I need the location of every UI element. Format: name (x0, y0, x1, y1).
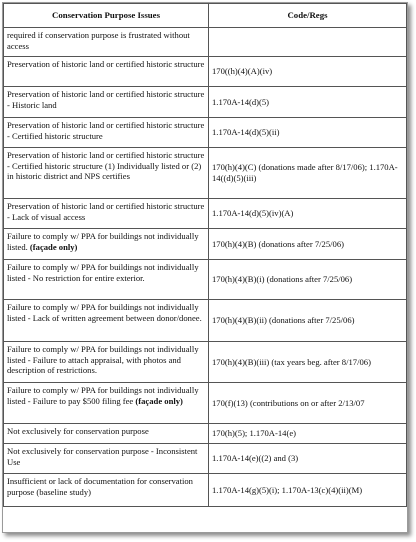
issue-cell (4, 199, 209, 229)
issue-text: Preservation of historic land or certified historic structure - Historic land (7, 89, 205, 110)
issue-bold-note: (façade only) (135, 395, 183, 406)
code-cell: 170(h)(4)(B)(ii) (donations after 7/25/06) (209, 300, 407, 342)
conservation-purpose-table (3, 3, 407, 507)
issue-text: Failure to comply w/ PPA for buildings not individually listed - Failure to pay $500 filing fee (7, 385, 199, 406)
table-row (4, 474, 407, 507)
code-cell: 170(h)(4)(B)(i) (donations after 7/25/06) (209, 260, 407, 300)
issue-cell (4, 28, 209, 57)
table-row (4, 28, 407, 57)
issue-text: Insufficient or lack of documentation for conservation purpose (baseline study) (7, 476, 193, 497)
table-row (4, 87, 407, 118)
code-cell: 170(h)(5); 1.170A-14(e) (209, 424, 407, 444)
table-row (4, 148, 407, 199)
issue-text: Preservation of historic land or certified historic structure - Certified historic structure (1) Individually listed or (2) in historic district and NPS certifies (7, 150, 205, 182)
code-cell: 170((h)(4)(A)(iv) (209, 57, 407, 87)
issue-text: Preservation of historic land or certified historic structure - Certified historic structure (7, 120, 205, 141)
code-cell: 170(h)(4)(C) (donations made after 8/17/06); 1.170A-14((d)(5)(iii) (209, 148, 407, 199)
table-row (4, 199, 407, 229)
code-cell: 1.170A-14(d)(5) (209, 87, 407, 118)
issue-text: Failure to comply w/ PPA for buildings not individually listed - Failure to attach appraisal, with photos and description of restrictions. (7, 344, 199, 376)
header-code: Code/Regs (209, 4, 407, 28)
issue-cell (4, 424, 209, 444)
header-issue: Conservation Purpose Issues (4, 4, 209, 28)
table-row (4, 57, 407, 87)
table-row (4, 383, 407, 424)
issue-text: Preservation of historic land or certified historic structure (7, 59, 205, 69)
issue-cell (4, 474, 209, 507)
issue-text: required if conservation purpose is frustrated without access (7, 30, 190, 51)
issue-text: Preservation of historic land or certified historic structure - Lack of visual access (7, 201, 205, 222)
issue-text: Failure to comply w/ PPA for buildings not individually listed. (7, 231, 199, 252)
code-cell: 170(h)(4)(B) (donations after 7/25/06) (209, 229, 407, 260)
table-row (4, 444, 407, 474)
issue-cell (4, 383, 209, 424)
table-row (4, 342, 407, 383)
document-frame (2, 2, 408, 533)
issue-bold-note: (façade only) (29, 241, 78, 252)
issue-text: Failure to comply w/ PPA for buildings not individually listed - No restriction for entire exterior. (7, 262, 199, 283)
table-row (4, 260, 407, 300)
issue-cell (4, 229, 209, 260)
issue-cell (4, 300, 209, 342)
code-cell: 1.170A-14(d)(5)(iv)(A) (209, 199, 407, 229)
issue-cell (4, 260, 209, 300)
table-row (4, 300, 407, 342)
code-cell: 1.170A-14(d)(5)(ii) (209, 118, 407, 148)
issue-text: Failure to comply w/ PPA for buildings not individually listed - Lack of written agreement between donor/donee. (7, 302, 202, 323)
issue-cell (4, 118, 209, 148)
code-cell: 1.170A-14(g)(5)(i); 1.170A-13(c)(4)(ii)(M) (209, 474, 407, 507)
issue-cell (4, 57, 209, 87)
code-cell: 170(h)(4)(B)(iii) (tax years beg. after 8/17/06) (209, 342, 407, 383)
code-cell: 170(f)(13) (contributions on or after 2/13/07 (209, 383, 407, 424)
table-row (4, 118, 407, 148)
code-cell (209, 28, 407, 57)
issue-text: Not exclusively for conservation purpose (7, 426, 149, 436)
header-row (4, 4, 407, 28)
code-cell: 1.170A-14(e)((2) and (3) (209, 444, 407, 474)
table-row (4, 424, 407, 444)
issue-cell (4, 342, 209, 383)
table-row (4, 229, 407, 260)
issue-cell (4, 87, 209, 118)
issue-text: Not exclusively for conservation purpose - Inconsistent Use (7, 446, 198, 467)
issue-cell (4, 148, 209, 199)
issue-cell (4, 444, 209, 474)
